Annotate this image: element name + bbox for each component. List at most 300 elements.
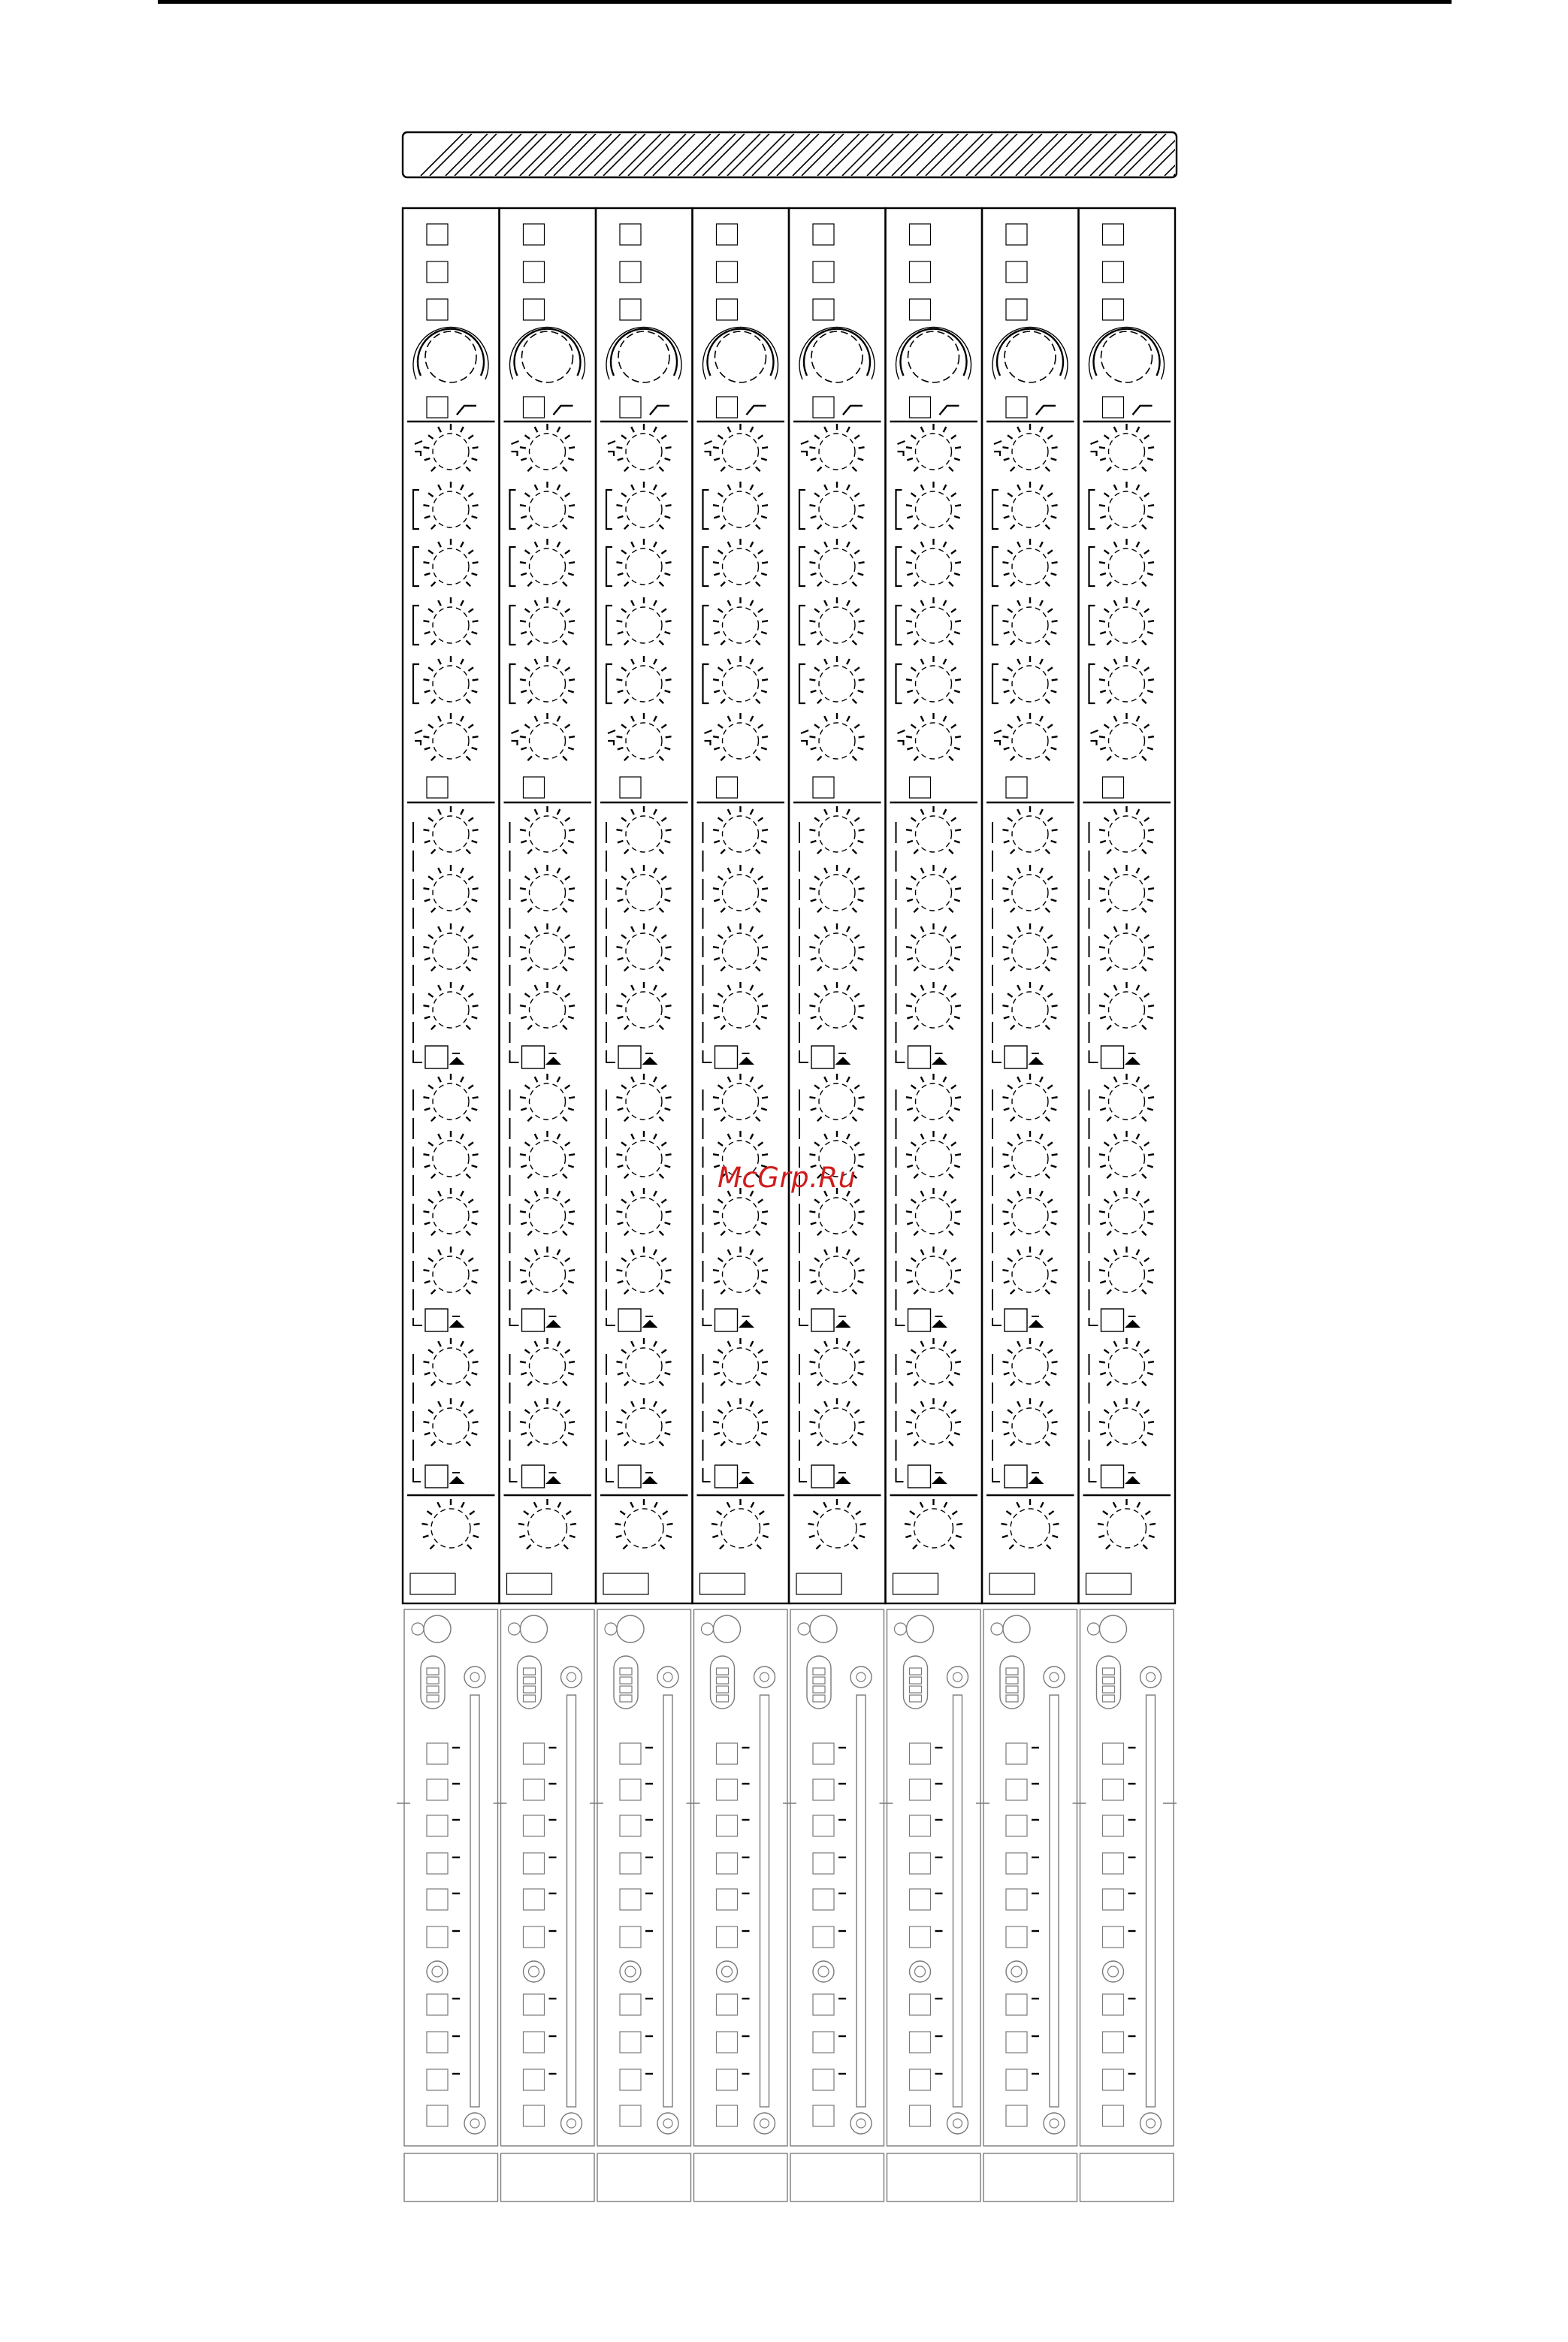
eq-switch[interactable] [717, 777, 738, 798]
rotary-knob[interactable] [809, 923, 864, 971]
rotary-knob[interactable] [423, 1247, 478, 1294]
rotary-knob[interactable] [713, 1247, 768, 1294]
channel-button[interactable] [620, 1815, 641, 1836]
rotary-knob[interactable] [1098, 1499, 1156, 1549]
channel-button[interactable] [910, 2032, 931, 2053]
channel-encoder[interactable] [717, 1961, 738, 1982]
rotary-knob[interactable] [1002, 713, 1057, 760]
rotary-knob[interactable] [809, 424, 864, 471]
fader-top-knob[interactable] [561, 1667, 582, 1688]
rotary-knob[interactable] [809, 865, 864, 912]
channel-button[interactable] [717, 2069, 738, 2090]
rotary-knob[interactable] [616, 982, 671, 1029]
channel-button[interactable] [427, 1889, 448, 1910]
rotary-knob[interactable] [1002, 656, 1057, 703]
rotary-knob[interactable] [1099, 1074, 1154, 1121]
channel-button[interactable] [717, 2032, 738, 2053]
channel-button[interactable] [524, 2032, 545, 2053]
input-switch[interactable] [717, 224, 738, 245]
rotary-knob[interactable] [809, 713, 864, 760]
rotary-knob[interactable] [421, 1499, 479, 1549]
aux-pre-post-switch[interactable] [811, 1046, 834, 1068]
channel-button[interactable] [620, 2069, 641, 2090]
rotary-knob[interactable] [520, 806, 575, 854]
rotary-knob[interactable] [713, 982, 768, 1029]
rotary-knob[interactable] [520, 1188, 575, 1235]
rotary-knob[interactable] [1099, 1398, 1154, 1446]
fader-track[interactable] [1050, 1695, 1059, 2107]
rotary-knob[interactable] [905, 1499, 962, 1549]
input-switch[interactable] [910, 261, 931, 283]
channel-button[interactable] [1006, 2105, 1027, 2126]
trim-knob[interactable] [896, 327, 971, 382]
rotary-knob[interactable] [1002, 1338, 1057, 1386]
rotary-knob[interactable] [1002, 982, 1057, 1029]
fader-top-knob[interactable] [947, 1667, 968, 1688]
rotary-knob[interactable] [1099, 539, 1154, 586]
channel-button[interactable] [910, 2105, 931, 2126]
rotary-knob[interactable] [423, 482, 478, 529]
channel-button[interactable] [1103, 1994, 1124, 2015]
filter-switch[interactable] [427, 397, 448, 418]
select-button[interactable] [907, 1615, 934, 1642]
rotary-knob[interactable] [1002, 1131, 1057, 1178]
input-switch[interactable] [1006, 224, 1027, 245]
channel-encoder[interactable] [910, 1961, 931, 1982]
rotary-knob[interactable] [1002, 424, 1057, 471]
rotary-knob[interactable] [906, 424, 961, 471]
channel-button[interactable] [717, 1994, 738, 2015]
channel-button[interactable] [813, 1853, 834, 1874]
eq-switch[interactable] [813, 777, 834, 798]
channel-button[interactable] [524, 1779, 545, 1800]
rotary-knob[interactable] [906, 1131, 961, 1178]
channel-button[interactable] [717, 1743, 738, 1764]
channel-button[interactable] [524, 1743, 545, 1764]
rotary-knob[interactable] [809, 1338, 864, 1386]
rotary-knob[interactable] [616, 656, 671, 703]
input-switch[interactable] [1006, 261, 1027, 283]
rotary-knob[interactable] [423, 1338, 478, 1386]
fader-bottom-knob[interactable] [657, 2113, 678, 2134]
rotary-knob[interactable] [423, 982, 478, 1029]
channel-button[interactable] [620, 1926, 641, 1948]
channel-button[interactable] [1103, 2032, 1124, 2053]
aux-pre-post-switch[interactable] [1005, 1046, 1027, 1068]
filter-switch[interactable] [524, 397, 545, 418]
rotary-knob[interactable] [1099, 424, 1154, 471]
rotary-knob[interactable] [713, 923, 768, 971]
fader-track[interactable] [1147, 1695, 1156, 2107]
fader-bottom-knob[interactable] [947, 2113, 968, 2134]
aux-pre-post-switch[interactable] [618, 1309, 641, 1331]
fader-bottom-knob[interactable] [754, 2113, 775, 2134]
rotary-knob[interactable] [809, 1398, 864, 1446]
rotary-knob[interactable] [520, 1074, 575, 1121]
rotary-knob[interactable] [423, 1188, 478, 1235]
filter-switch[interactable] [1103, 397, 1124, 418]
rotary-knob[interactable] [906, 806, 961, 854]
rotary-knob[interactable] [616, 1338, 671, 1386]
channel-button[interactable] [910, 1994, 931, 2015]
rotary-knob[interactable] [1002, 806, 1057, 854]
rotary-knob[interactable] [1099, 656, 1154, 703]
channel-encoder[interactable] [1103, 1961, 1124, 1982]
channel-button[interactable] [910, 1926, 931, 1948]
channel-button[interactable] [620, 2032, 641, 2053]
select-button[interactable] [810, 1615, 837, 1642]
rotary-knob[interactable] [616, 713, 671, 760]
rotary-knob[interactable] [423, 806, 478, 854]
rotary-knob[interactable] [423, 424, 478, 471]
channel-button[interactable] [620, 1994, 641, 2015]
rotary-knob[interactable] [616, 597, 671, 645]
fader-top-knob[interactable] [464, 1667, 485, 1688]
rotary-knob[interactable] [1002, 482, 1057, 529]
channel-button[interactable] [813, 2105, 834, 2126]
channel-button[interactable] [1103, 1853, 1124, 1874]
rotary-knob[interactable] [616, 424, 671, 471]
channel-button[interactable] [813, 1994, 834, 2015]
rotary-knob[interactable] [906, 1338, 961, 1386]
filter-switch[interactable] [717, 397, 738, 418]
rotary-knob[interactable] [1099, 1188, 1154, 1235]
rotary-knob[interactable] [713, 713, 768, 760]
rotary-knob[interactable] [1099, 1131, 1154, 1178]
trim-knob[interactable] [799, 327, 875, 382]
channel-button[interactable] [427, 2105, 448, 2126]
rotary-knob[interactable] [906, 713, 961, 760]
rotary-knob[interactable] [616, 923, 671, 971]
channel-button[interactable] [1006, 1743, 1027, 1764]
trim-knob[interactable] [510, 327, 585, 382]
rotary-knob[interactable] [713, 656, 768, 703]
rotary-knob[interactable] [520, 424, 575, 471]
channel-button[interactable] [717, 1889, 738, 1910]
aux-pre-post-switch[interactable] [908, 1046, 931, 1068]
rotary-knob[interactable] [1099, 806, 1154, 854]
fader-top-knob[interactable] [754, 1667, 775, 1688]
filter-switch[interactable] [910, 397, 931, 418]
input-switch[interactable] [427, 261, 448, 283]
channel-button[interactable] [813, 2069, 834, 2090]
channel-button[interactable] [813, 2032, 834, 2053]
aux-pre-post-switch[interactable] [1005, 1309, 1027, 1331]
channel-button[interactable] [910, 1889, 931, 1910]
rotary-knob[interactable] [520, 482, 575, 529]
rotary-knob[interactable] [713, 806, 768, 854]
input-switch[interactable] [427, 299, 448, 320]
channel-button[interactable] [1103, 1926, 1124, 1948]
aux-pre-post-switch[interactable] [522, 1309, 545, 1331]
rotary-knob[interactable] [1002, 1188, 1057, 1235]
rotary-knob[interactable] [906, 539, 961, 586]
fader-track[interactable] [760, 1695, 769, 2107]
rotary-knob[interactable] [906, 982, 961, 1029]
rotary-knob[interactable] [423, 865, 478, 912]
rotary-knob[interactable] [616, 1074, 671, 1121]
input-switch[interactable] [813, 261, 834, 283]
fader-bottom-knob[interactable] [464, 2113, 485, 2134]
rotary-knob[interactable] [615, 1499, 672, 1549]
rotary-knob[interactable] [713, 424, 768, 471]
rotary-knob[interactable] [520, 1338, 575, 1386]
rotary-knob[interactable] [1002, 865, 1057, 912]
rotary-knob[interactable] [809, 539, 864, 586]
trim-knob[interactable] [606, 327, 681, 382]
channel-button[interactable] [1103, 1779, 1124, 1800]
eq-switch[interactable] [1006, 777, 1027, 798]
rotary-knob[interactable] [1002, 1074, 1057, 1121]
input-switch[interactable] [620, 299, 641, 320]
aux-pre-post-switch[interactable] [618, 1465, 641, 1488]
rotary-knob[interactable] [1099, 713, 1154, 760]
channel-button[interactable] [427, 1815, 448, 1836]
select-button[interactable] [714, 1615, 741, 1642]
aux-pre-post-switch[interactable] [908, 1465, 931, 1488]
aux-pre-post-switch[interactable] [811, 1309, 834, 1331]
rotary-knob[interactable] [809, 1247, 864, 1294]
rotary-knob[interactable] [713, 482, 768, 529]
aux-pre-post-switch[interactable] [522, 1046, 545, 1068]
input-switch[interactable] [1103, 299, 1124, 320]
aux-pre-post-switch[interactable] [715, 1465, 738, 1488]
rotary-knob[interactable] [423, 539, 478, 586]
channel-button[interactable] [813, 1889, 834, 1910]
channel-button[interactable] [620, 1743, 641, 1764]
rotary-knob[interactable] [713, 597, 768, 645]
rotary-knob[interactable] [1099, 923, 1154, 971]
input-switch[interactable] [1103, 224, 1124, 245]
channel-button[interactable] [620, 1889, 641, 1910]
channel-button[interactable] [1006, 1926, 1027, 1948]
rotary-knob[interactable] [616, 865, 671, 912]
channel-button[interactable] [1103, 1889, 1124, 1910]
channel-button[interactable] [717, 1926, 738, 1948]
filter-switch[interactable] [620, 397, 641, 418]
rotary-knob[interactable] [906, 597, 961, 645]
channel-button[interactable] [910, 1743, 931, 1764]
rotary-knob[interactable] [423, 1398, 478, 1446]
rotary-knob[interactable] [713, 539, 768, 586]
fader-top-knob[interactable] [657, 1667, 678, 1688]
channel-button[interactable] [1006, 1994, 1027, 2015]
rotary-knob[interactable] [906, 1074, 961, 1121]
input-switch[interactable] [524, 299, 545, 320]
channel-button[interactable] [524, 1889, 545, 1910]
select-button[interactable] [1100, 1615, 1127, 1642]
channel-button[interactable] [620, 1853, 641, 1874]
channel-button[interactable] [1006, 2069, 1027, 2090]
channel-encoder[interactable] [524, 1961, 545, 1982]
fader-track[interactable] [567, 1695, 576, 2107]
select-button[interactable] [1003, 1615, 1030, 1642]
aux-pre-post-switch[interactable] [908, 1309, 931, 1331]
eq-switch[interactable] [620, 777, 641, 798]
rotary-knob[interactable] [1002, 1398, 1057, 1446]
aux-pre-post-switch[interactable] [425, 1465, 448, 1488]
rotary-knob[interactable] [520, 1131, 575, 1178]
rotary-knob[interactable] [520, 597, 575, 645]
input-switch[interactable] [1103, 261, 1124, 283]
rotary-knob[interactable] [906, 923, 961, 971]
rotary-knob[interactable] [809, 982, 864, 1029]
select-button[interactable] [424, 1615, 451, 1642]
rotary-knob[interactable] [1002, 923, 1057, 971]
rotary-knob[interactable] [423, 597, 478, 645]
trim-knob[interactable] [1089, 327, 1165, 382]
rotary-knob[interactable] [1099, 1247, 1154, 1294]
input-switch[interactable] [524, 261, 545, 283]
channel-button[interactable] [910, 2069, 931, 2090]
channel-button[interactable] [427, 1779, 448, 1800]
channel-button[interactable] [717, 1853, 738, 1874]
trim-knob[interactable] [992, 327, 1068, 382]
channel-button[interactable] [813, 1743, 834, 1764]
channel-button[interactable] [1006, 1779, 1027, 1800]
input-switch[interactable] [1006, 299, 1027, 320]
rotary-knob[interactable] [713, 1398, 768, 1446]
rotary-knob[interactable] [906, 865, 961, 912]
channel-button[interactable] [910, 1853, 931, 1874]
rotary-knob[interactable] [616, 1247, 671, 1294]
channel-button[interactable] [524, 1994, 545, 2015]
channel-button[interactable] [1103, 1815, 1124, 1836]
fader-bottom-knob[interactable] [1141, 2113, 1162, 2134]
rotary-knob[interactable] [616, 482, 671, 529]
eq-switch[interactable] [524, 777, 545, 798]
rotary-knob[interactable] [1002, 597, 1057, 645]
channel-button[interactable] [524, 2105, 545, 2126]
input-switch[interactable] [910, 299, 931, 320]
aux-pre-post-switch[interactable] [1101, 1046, 1124, 1068]
channel-encoder[interactable] [813, 1961, 834, 1982]
rotary-knob[interactable] [713, 865, 768, 912]
aux-pre-post-switch[interactable] [425, 1309, 448, 1331]
channel-button[interactable] [427, 1743, 448, 1764]
channel-button[interactable] [427, 1994, 448, 2015]
rotary-knob[interactable] [423, 656, 478, 703]
fader-bottom-knob[interactable] [850, 2113, 872, 2134]
trim-knob[interactable] [702, 327, 778, 382]
rotary-knob[interactable] [520, 982, 575, 1029]
rotary-knob[interactable] [906, 482, 961, 529]
channel-encoder[interactable] [427, 1961, 448, 1982]
channel-button[interactable] [1103, 2069, 1124, 2090]
trim-knob[interactable] [413, 327, 488, 382]
input-switch[interactable] [717, 299, 738, 320]
channel-button[interactable] [620, 1779, 641, 1800]
channel-button[interactable] [813, 1815, 834, 1836]
filter-switch[interactable] [813, 397, 834, 418]
rotary-knob[interactable] [906, 656, 961, 703]
fader-track[interactable] [953, 1695, 962, 2107]
rotary-knob[interactable] [423, 1131, 478, 1178]
channel-button[interactable] [620, 2105, 641, 2126]
rotary-knob[interactable] [809, 656, 864, 703]
input-switch[interactable] [813, 299, 834, 320]
rotary-knob[interactable] [713, 1074, 768, 1121]
rotary-knob[interactable] [520, 1247, 575, 1294]
channel-button[interactable] [524, 1815, 545, 1836]
rotary-knob[interactable] [616, 1131, 671, 1178]
fader-bottom-knob[interactable] [561, 2113, 582, 2134]
select-button[interactable] [521, 1615, 548, 1642]
rotary-knob[interactable] [906, 1188, 961, 1235]
fader-track[interactable] [470, 1695, 479, 2107]
rotary-knob[interactable] [616, 1188, 671, 1235]
rotary-knob[interactable] [711, 1499, 769, 1549]
input-switch[interactable] [717, 261, 738, 283]
rotary-knob[interactable] [1099, 1338, 1154, 1386]
channel-button[interactable] [1103, 1743, 1124, 1764]
fader-track[interactable] [857, 1695, 866, 2107]
channel-button[interactable] [717, 1815, 738, 1836]
rotary-knob[interactable] [616, 539, 671, 586]
rotary-knob[interactable] [1002, 539, 1057, 586]
input-switch[interactable] [813, 224, 834, 245]
rotary-knob[interactable] [808, 1499, 866, 1549]
channel-button[interactable] [813, 1779, 834, 1800]
channel-button[interactable] [813, 1926, 834, 1948]
fader-top-knob[interactable] [850, 1667, 872, 1688]
channel-button[interactable] [524, 1926, 545, 1948]
rotary-knob[interactable] [520, 865, 575, 912]
rotary-knob[interactable] [906, 1247, 961, 1294]
rotary-knob[interactable] [1002, 1247, 1057, 1294]
rotary-knob[interactable] [1099, 482, 1154, 529]
fader-bottom-knob[interactable] [1044, 2113, 1065, 2134]
input-switch[interactable] [620, 224, 641, 245]
aux-pre-post-switch[interactable] [1101, 1465, 1124, 1488]
channel-button[interactable] [1006, 1889, 1027, 1910]
rotary-knob[interactable] [518, 1499, 576, 1549]
rotary-knob[interactable] [423, 713, 478, 760]
channel-encoder[interactable] [620, 1961, 641, 1982]
aux-pre-post-switch[interactable] [425, 1046, 448, 1068]
aux-pre-post-switch[interactable] [1005, 1465, 1027, 1488]
rotary-knob[interactable] [713, 1338, 768, 1386]
rotary-knob[interactable] [423, 923, 478, 971]
channel-button[interactable] [717, 1779, 738, 1800]
channel-button[interactable] [910, 1779, 931, 1800]
rotary-knob[interactable] [423, 1074, 478, 1121]
rotary-knob[interactable] [1099, 865, 1154, 912]
rotary-knob[interactable] [906, 1398, 961, 1446]
input-switch[interactable] [524, 224, 545, 245]
rotary-knob[interactable] [809, 482, 864, 529]
aux-pre-post-switch[interactable] [715, 1309, 738, 1331]
filter-switch[interactable] [1006, 397, 1027, 418]
input-switch[interactable] [427, 224, 448, 245]
channel-button[interactable] [427, 2069, 448, 2090]
channel-button[interactable] [427, 1853, 448, 1874]
aux-pre-post-switch[interactable] [618, 1046, 641, 1068]
rotary-knob[interactable] [809, 1188, 864, 1235]
channel-button[interactable] [1103, 2105, 1124, 2126]
aux-pre-post-switch[interactable] [1101, 1309, 1124, 1331]
channel-button[interactable] [524, 1853, 545, 1874]
rotary-knob[interactable] [520, 656, 575, 703]
rotary-knob[interactable] [520, 1398, 575, 1446]
fader-top-knob[interactable] [1044, 1667, 1065, 1688]
channel-button[interactable] [717, 2105, 738, 2126]
fader-top-knob[interactable] [1141, 1667, 1162, 1688]
channel-encoder[interactable] [1006, 1961, 1027, 1982]
aux-pre-post-switch[interactable] [811, 1465, 834, 1488]
fader-track[interactable] [663, 1695, 672, 2107]
aux-pre-post-switch[interactable] [715, 1046, 738, 1068]
